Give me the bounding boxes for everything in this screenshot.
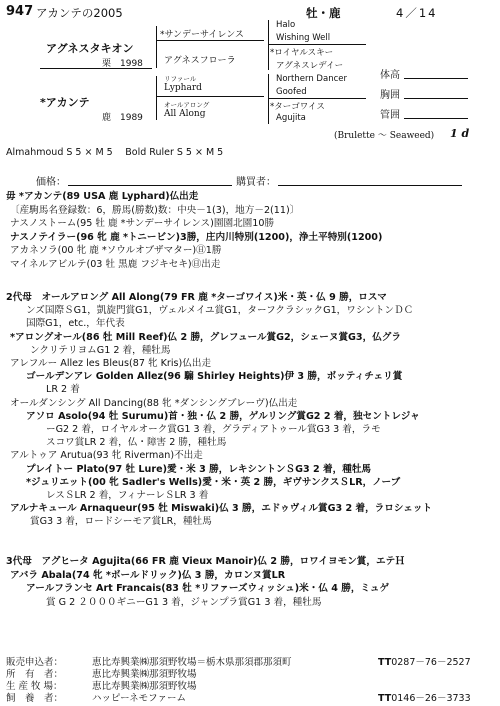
seller-tel: 0287－76－2527 [391,657,471,668]
sire-dam-name: アグネスフローラ [164,56,236,66]
price-label: 価格： [36,177,66,188]
second-dam-line: スコワ賞LR 2 着，仏・障害 2 勝，種牡馬 [46,437,227,449]
sdam-1-prefix: * [270,48,275,58]
ssire-2: Wishing Well [276,33,331,43]
sex-color: 牡・鹿 [306,6,341,20]
second-dam-line: ンクリテリヨムG1 2 着，種牡馬 [30,344,171,356]
third-dam-line: 賞 G 2 ２０００ギニーG1 3 着，ジャンプラ賞G1 3 着，種牡馬 [46,596,322,608]
dam-sire-ruby: リファール [164,75,197,83]
second-dam-line: *アロングオール(86 牡 Mill Reef)仏 2 勝，グレフュール賞G2，シェーヌ賞G3，仏グラ [10,331,401,343]
breeder-value: 恵比寿興業㈱那須野牧場 [92,681,197,692]
ssire-1: Halo [276,20,296,30]
breeder-label: 生 産 牧 場： [6,681,63,692]
dam-section-line: アカネソラ(00 牝 鹿 *ソウルオブザマター)㊐1勝 [10,245,222,256]
height-field[interactable] [404,78,468,79]
second-dam-line: アレフルー Allez les Bleus(87 牝 Kris)仏出走 [10,358,212,369]
buyer-label: 購買者： [236,177,276,188]
ddam-1-prefix: * [270,102,275,112]
dam-gen3-bracket [268,74,269,124]
dam-sire-divider [156,96,264,97]
dam-prefix: * [40,96,46,109]
dsire-1: Northern Dancer [276,74,347,84]
sire-sire-prefix: * [160,30,165,40]
sire-info: 栗 1998 [102,59,143,69]
dam-dam-ruby: オールアロング [164,101,210,109]
dam-section-line: ナスノストーム(95 牡 鹿 *サンデーサイレンス)園園北園10勝 [10,218,275,229]
sire-gen3-bracket [268,20,269,70]
dsire-2: Goofed [276,87,307,97]
second-dam-line: レスＳLR 2 着，フィナーレＳLR 3 着 [46,490,209,501]
ddam-1: ターゴワイス [274,102,325,112]
tel-icon: TT [378,657,392,668]
dam-name: アカンテ [45,96,90,109]
second-dam-line: *ジュリエット(00 牝 Sadler's Wells)愛・米・英 2 勝，ギヴサンクスＳLR，ノーブ [26,476,401,488]
dam-section-line: 〔産駒馬名登録数：6，勝馬(勝数)数：中央－1(3)，地方－2(11)〕 [10,204,300,216]
height-label: 体高 [380,70,400,81]
ddam-2: Agujita [276,113,306,123]
seller-value: 恵比寿興業㈱那須野牧場＝栃木県那須郡那須町 [92,657,292,668]
keeper-label: 飼 養 者： [6,693,64,704]
family-number: 1 d [450,127,470,140]
dam-info: 鹿 1989 [102,113,143,123]
keeper-tel: 0146－26－3733 [391,693,471,704]
second-dam-line: 賞G3 3 着，ロードシーモア賞LR，種牡馬 [30,516,212,528]
seller-label: 販売申込者： [6,657,64,668]
sire-gen3-divider [268,44,366,45]
family-note: (Brulette ～ Seaweed) [334,131,435,141]
birth-date: 4／14 [396,6,438,20]
dam-sire-name: Lyphard [164,83,202,93]
lot-number: 947 [6,4,34,19]
second-dam-line: ゴールデンアレ Golden Allez(96 騸 Shirley Heights)伊 3 勝，ボッティチェリ賞 [26,371,403,383]
second-dam-line: アルトゥア Arutua(93 牝 Riverman)不出走 [10,450,203,462]
third-dam-line: 3代母 アグヒータ Agujita(66 FR 鹿 Vieux Manoir)仏 2 勝，ロワイヨモン賞，エテＨ [6,556,405,567]
second-dam-line: オールダンシング All Dancing(88 牝 *ダンシングブレーヴ)仏出走 [10,397,298,409]
second-dam-line: LR 2 着 [46,384,80,396]
dam-gen3-divider [268,98,366,99]
keeper-value: ハッピーネモファーム [92,693,186,704]
dam-dam-name: All Along [164,109,206,119]
second-dam-section [6,292,496,528]
sire-name: アグネスタキオン [46,42,134,55]
chest-label: 胸囲 [380,90,400,101]
third-dam-line: アバラ Abala(74 牝 *ボールドリック)仏 3 勝，カロンヌ賞LR [10,569,286,581]
inbreeding-note: Almahmoud S 5 × M 5 Bold Ruler S 5 × M 5 [6,147,224,158]
dam-section-line: マイネルアビルテ(03 牡 黒鹿 フジキセキ)㊐出走 [10,258,221,270]
sdam-2: アグネスレデイー [276,61,344,71]
second-dam-line: ンズ国際ＳG1，凱旋門賞G1，ヴェルメイユ賞G1，ターフクラシックG1，ワシントンＤＣ [26,305,414,317]
third-dam-section [6,556,496,612]
owner-label: 所 有 者： [6,669,64,680]
owner-value: 恵比寿興業㈱那須野牧場 [92,669,197,680]
sire-sire-name: サンデーサイレンス [164,30,244,40]
second-dam-line: ーG2 2 着，ロイヤルオーク賞G1 3 着，グラディアトゥール賞G3 3 着，ラモ [46,424,381,435]
tel-icon-2: TT [378,693,392,704]
sire-bracket [156,26,157,68]
second-dam-line: アルナキュール Arnaqueur(95 牡 Miswaki)仏 3 勝，エドゥヴィル賞G3 2 着，ラロシェット [10,503,433,515]
second-dam-line: アソロ Asolo(94 牡 Surumu)首・独・仏 2 勝，ゲルリング賞G2 2 着，独セントレジャ [26,410,420,422]
second-dam-line: 2代母 オールアロング All Along(79 FR 鹿 *ターゴワイス)米・英・仏 9 勝，ロスマ [6,292,387,303]
price-field[interactable] [68,185,232,186]
cannon-field[interactable] [404,118,468,119]
dam-bracket [156,76,157,120]
chest-field[interactable] [404,98,468,99]
cannon-label: 管囲 [380,110,400,121]
dam-section-line: 毋 *アカンテ(89 USA 鹿 Lyphard)仏出走 [6,191,199,202]
second-dam-line: プレイトー Plato(97 牡 Lure)愛・米 3 勝，レキシントンＳG3 2 着，種牡馬 [26,463,372,475]
second-dam-line: 国際G1，etc.，年代表 [26,318,125,330]
third-dam-line: アールフランセ Art Francais(83 牡 *リファーズウィッシュ)米・仏 4 勝，ミュゲ [26,583,390,594]
dam-section-line: ナスノテイラー(96 牝 鹿 *トニービン)3勝，庄内川特別(1200)，浄土平特別(1200) [10,231,383,243]
sire-divider [40,68,152,69]
dam-section [6,191,496,275]
sire-sire-divider [156,40,264,41]
sdam-1: ロイヤルスキー [274,48,334,58]
horse-title: アカンテの2005 [36,6,123,20]
buyer-field[interactable] [278,185,462,186]
